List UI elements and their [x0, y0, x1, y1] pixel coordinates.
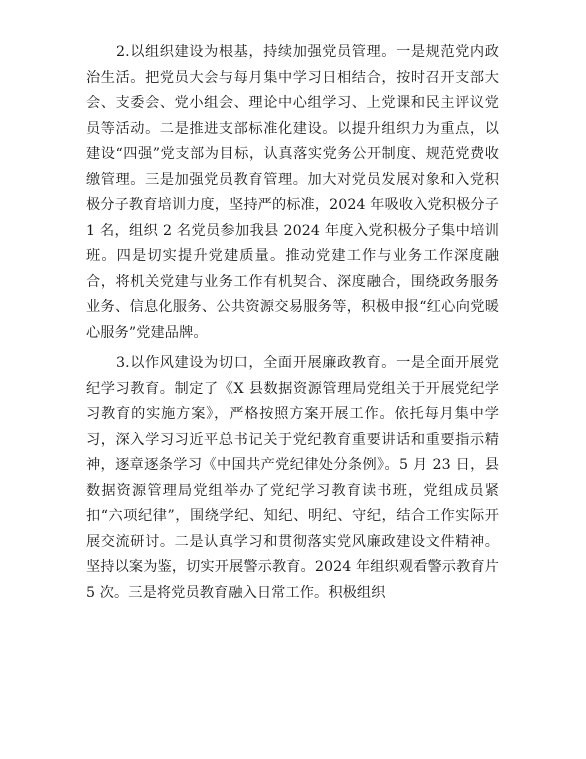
- paragraph-organization-building: 2.以组织建设为根基，持续加强党员管理。一是规范党内政治生活。把党员大会与每月集中学习日相结合，按时召开支部大会、支委会、党小组会、理论中心组学习、上党课和民主评议党员等活动。二是推进支部标准化建设。以提升组织力为重点，以建设“四强”党支部为目标，认真落实党务公开制度、规范党费收缴管理。三是加强党员教育管理。加大对党员发展对象和入党积极分子教育培训力度，坚持严的标准，2024 年吸收入党积极分子 1 名，组织 2 名党员参加我县 2024 年度入党积极分子集中培训班。四是切实提升党建质量。推动党建工作与业务工作深度融合，将机关党建与业务工作有机契合、深度融合，围绕政务服务业务、信息化服务、公共资源交易服务等，积极申报“红心向党暖心服务”党建品牌。: [86, 44, 499, 341]
- paragraph-conduct-building: 3.以作风建设为切口，全面开展廉政教育。一是全面开展党纪学习教育。制定了《X 县数据资源管理局党组关于开展党纪学习教育的实施方案》，严格按照方案开展工作。依托每月集中学习，深入学习习近平总书记关于党纪教育重要讲话和重要指示精神，逐章逐条学习《中国共产党纪律处分条例》。5 月 23 日，县数据资源管理局党组举办了党纪学习教育读书班，党组成员紧扣“六项纪律”，围绕学纪、知纪、明纪、守纪，结合工作实际开展交流研讨。二是认真学习和贯彻落实党风廉政建设文件精神。坚持以案为鉴，切实开展警示教育。2024 年组织观看警示教育片 5 次。三是将党员教育融入日常工作。积极组织: [86, 355, 499, 601]
- document-body: [86, 40, 499, 606]
